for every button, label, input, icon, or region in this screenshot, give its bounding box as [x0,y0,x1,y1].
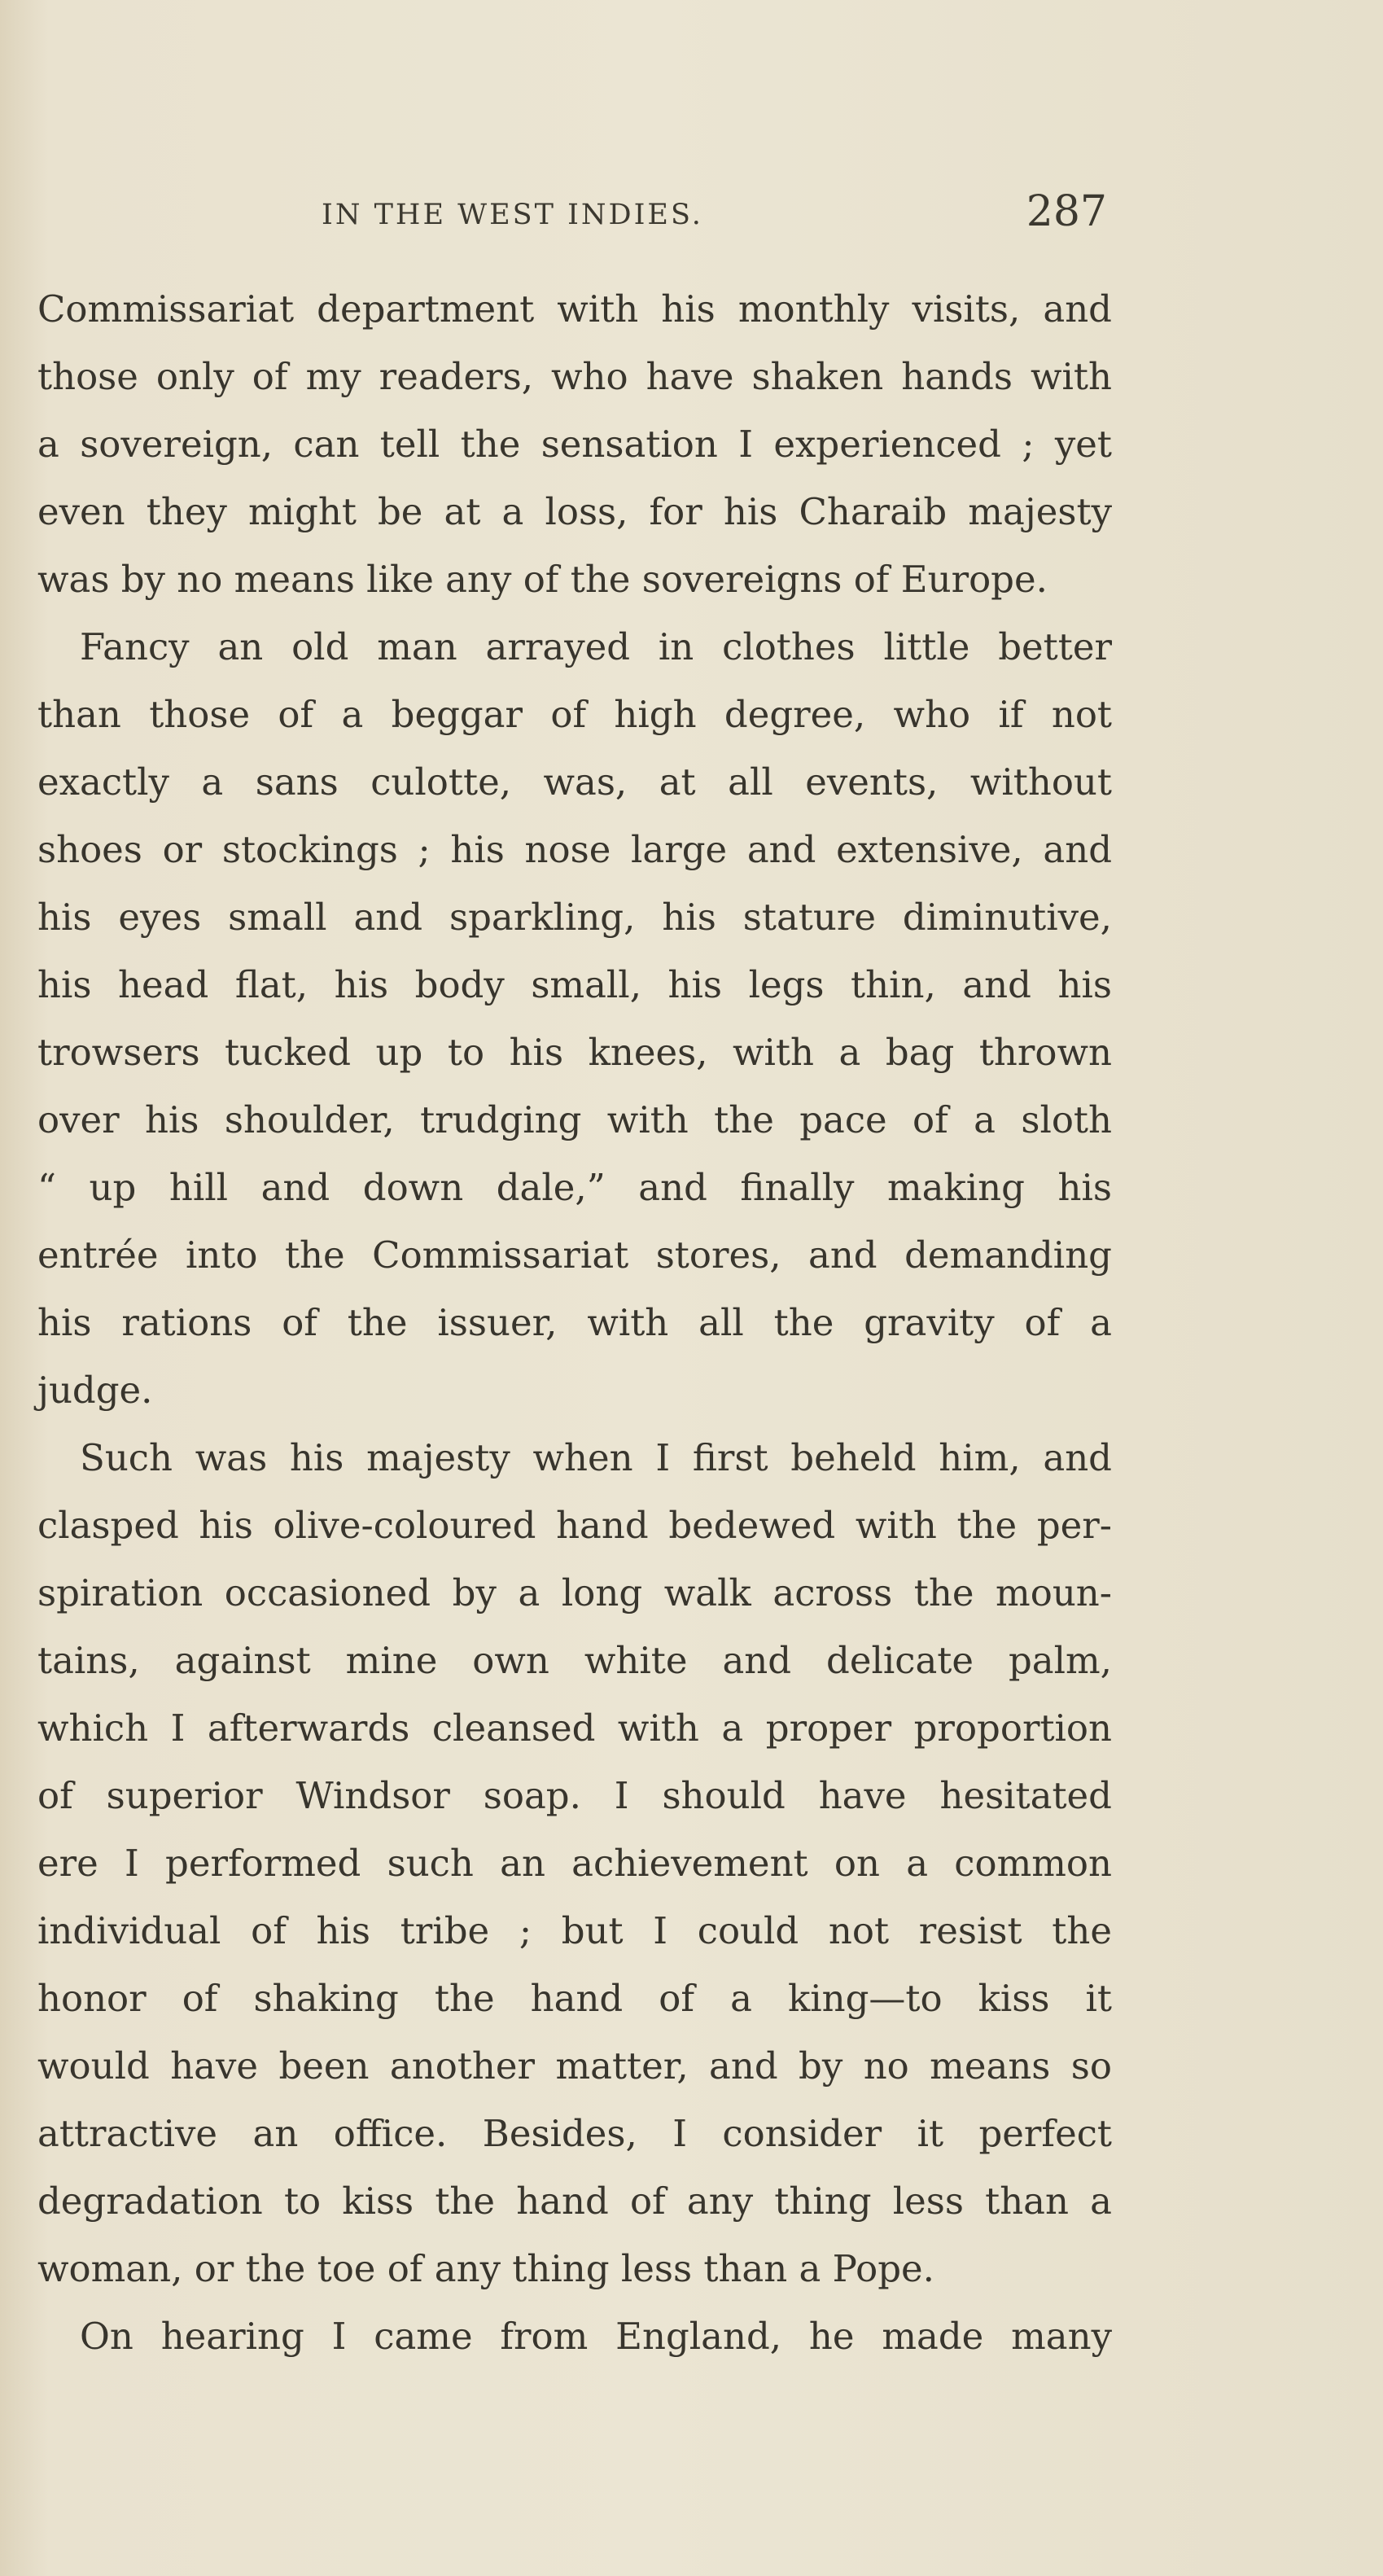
text-line: than those of a beggar of high degree, who if not [37,693,1112,736]
text-line: shoes or stockings ; his nose large and extensive, and [37,828,1112,871]
text-line: tains, against mine own white and delicate palm, [37,1639,1112,1682]
page-number: 287 [1026,187,1107,236]
text-line: his rations of the issuer, with all the gravity of a [37,1301,1112,1344]
text-line: of superior Windsor soap. I should have hesitated [37,1774,1112,1817]
text-line: Such was his majesty when I first beheld him, and [80,1436,1112,1479]
page-header [322,187,1107,236]
text-line: “ up hill and down dale,” and finally making his [37,1166,1112,1209]
text-line: those only of my readers, who have shaken hands with [37,355,1112,398]
text-line: which I afterwards cleansed with a proper proportion [37,1706,1112,1750]
text-line: clasped his olive-coloured hand bedewed with the per- [37,1504,1112,1547]
body-text [37,275,1112,2370]
text-line: judge. [37,1369,153,1412]
text-line: honor of shaking the hand of a king—to kiss it [37,1977,1112,2020]
text-line: his head flat, his body small, his legs thin, and his [37,963,1112,1006]
text-line: Commissariat department with his monthly visits, and [37,287,1112,331]
text-line: Fancy an old man arrayed in clothes little better [80,625,1112,668]
text-line: was by no means like any of the sovereigns of Europe. [37,558,1048,601]
text-line: woman, or the toe of any thing less than a Pope. [37,2247,934,2290]
text-line: entrée into the Commissariat stores, and demanding [37,1233,1112,1277]
text-line: trowsers tucked up to his knees, with a bag thrown [37,1031,1112,1074]
text-line: his eyes small and sparkling, his stature diminutive, [37,896,1112,939]
text-line: even they might be at a loss, for his Charaib majesty [37,490,1112,533]
text-line: attractive an office. Besides, I consider it perfect [37,2112,1112,2155]
text-line: a sovereign, can tell the sensation I experienced ; yet [37,423,1112,466]
text-line: exactly a sans culotte, was, at all events, without [37,760,1112,804]
text-line: degradation to kiss the hand of any thing less than a [37,2180,1112,2223]
text-line: would have been another matter, and by no means so [37,2044,1112,2088]
running-head: IN THE WEST INDIES. [322,199,703,231]
text-line: over his shoulder, trudging with the pace of a sloth [37,1098,1112,1141]
text-line: ere I performed such an achievement on a common [37,1842,1112,1885]
text-line: spiration occasioned by a long walk across the moun- [37,1571,1112,1614]
text-line: individual of his tribe ; but I could not resist the [37,1909,1112,1952]
text-line: On hearing I came from England, he made many [80,2315,1112,2358]
